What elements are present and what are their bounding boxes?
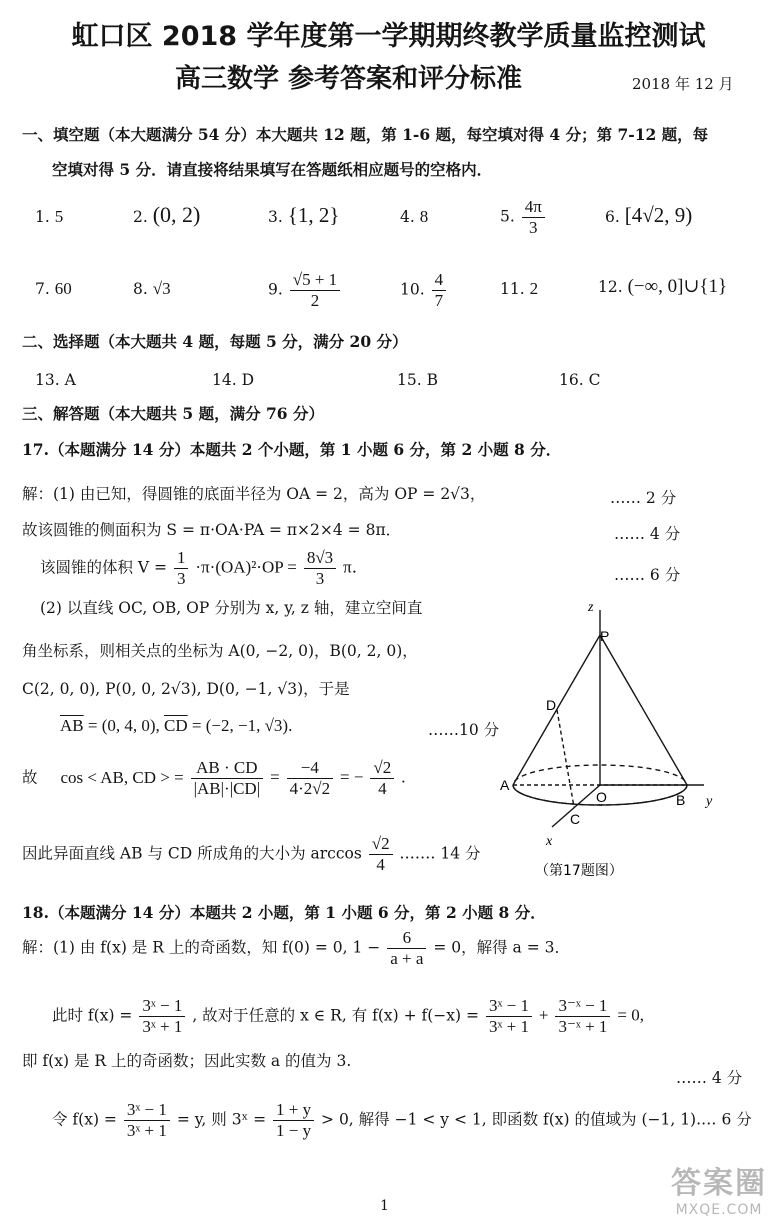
answer-4: 4. 8 [400,207,429,226]
section3-heading: 三、解答题（本大题共 5 题，满分 76 分） [22,404,324,423]
label-B: B [676,792,686,808]
doc-date: 2018 年 12 月 [632,75,734,93]
q17-line3: 该圆锥的体积 V = $\frac{1}{3}$ ·π·(OA)²·OP = $\frac{8√3}{3}$ π． [40,548,369,588]
answer-5: 5. $\frac{4\pi}{3}$ [500,197,547,238]
answer-2: 2. (0, 2) [133,202,201,227]
section1-heading-line2: 空填对得 5 分．请直接将结果填写在答题纸相应题号的空格内． [52,160,493,179]
q17-line9: 因此异面直线 AB 与 CD 所成角的大小为 arccos $\frac{√2}{4}$ .…… 14 分 [22,834,481,874]
edge-PA [513,635,600,785]
answer-3: 3. {1, 2} [268,203,340,227]
q17-line1: 解：(1) 由已知，得圆锥的底面半径为 OA = 2，高为 OP = 2√3， [22,485,486,503]
answer-7: 7. 60 [35,279,72,298]
answer-12: 12. (−∞, 0]∪{1} [598,276,728,297]
label-z: z [588,600,594,615]
answer-11: 11. 2 [500,279,539,298]
q18-line1: 解：(1) 由 f(x) 是 R 上的奇函数，知 f(0) = 0, 1 − $\frac{6}{a + a}$ = 0，解得 a = 3． [22,928,571,968]
watermark-logo: 答案圈 MXQE.COM [671,1166,767,1218]
label-A: A [500,777,510,793]
edge-PB [600,635,687,785]
q17-score1: …… 2 分 [610,489,677,507]
q17-line6: C(2, 0, 0), P(0, 0, 2√3), D(0, −1, √3)，于是 [22,680,350,698]
answer-16: 16. C [559,371,601,389]
answer-10: 10. $\frac{4}{7}$ [400,270,448,311]
answer-1: 1. 5 [35,207,64,226]
answer-14: 14. D [212,371,255,389]
label-D: D [546,697,557,713]
section2-heading: 二、选择题（本大题共 4 题，每题 5 分，满分 20 分） [22,332,408,351]
doc-title: 虹口区 2018 学年度第一学期期终教学质量监控测试 [71,21,706,52]
q18-score1: …… 4 分 [676,1069,743,1087]
label-P: P [600,628,610,644]
segment-DC [557,710,574,807]
q17-score4: ……10 分 [428,721,500,739]
label-x: x [546,834,553,849]
q18-line3: 即 f(x) 是 R 上的奇函数；因此实数 a 的值为 3. [22,1052,352,1070]
q17-score3: …… 6 分 [614,566,681,584]
q17-line7: $\overline{AB} = (0$, 4, 0), $\overline{CD} = (-2$, −1, √3). [60,716,293,735]
label-O: O [596,789,607,805]
answer-8: 8. √3 [133,279,171,298]
q18-line2: 此时 f(x) = $\frac{\text{3ˣ − 1}}{\text{3ˣ + 1}}$ , 故对于任意的 x ∈ R, 有 f(x) + f(−x) = $\frac{\text{3ˣ − 1}}{\text{3ˣ + 1}}$ + $\frac{\text{3⁻ˣ − 1}}{\text{3⁻ˣ + 1}}$ = 0, [52,996,644,1036]
answer-9: 9. $\frac{√5 + 1}{2}$ [268,270,342,311]
q17-line2: 故该圆锥的侧面积为 S = π·OA·PA = π×2×4 = 8π． [22,521,402,539]
q18-line4: 令 f(x) = $\frac{\text{3ˣ − 1}}{\text{3ˣ + 1}}$ = y, 则 3ˣ = $\frac{1 + y}{1 - y}$ > 0, 解得 −1 < y < 1, 即函数 f(x) 的值域为 (−1, 1).… 6 分 [52,1100,752,1140]
figure-caption: （第17题图） [535,863,623,879]
label-C: C [570,811,581,827]
cone-figure [490,595,730,885]
answer-15: 15. B [397,371,438,389]
answer-13: 13. A [35,371,76,389]
doc-subtitle: 高三数学 参考答案和评分标准 [174,64,523,94]
section1-heading-line1: 一、填空题（本大题满分 54 分）本大题共 12 题，第 1-6 题，每空填对得 4 分；第 7-12 题，每 [22,125,709,144]
q17-line8: 故 cos < AB, CD > = $\frac{AB \cdot CD}{|AB|\cdot|CD|}$ = $\frac{-4}{4\cdot 2√2}$ = − $\frac{√2}{4}$ . [22,758,406,798]
page-number: 1 [380,1198,389,1214]
q17-line5: 角坐标系，则相关点的坐标为 A(0, −2, 0)，B(0, 2, 0)， [22,642,418,660]
answer-6: 6. [4√2, 9) [605,203,693,227]
q17-heading: 17.（本题满分 14 分）本题共 2 个小题，第 1 小题 6 分，第 2 小题 8 分． [22,440,562,459]
q17-line4: (2) 以直线 OC, OB, OP 分别为 x, y, z 轴，建立空间直 [40,599,423,617]
label-y: y [706,794,713,809]
q18-heading: 18.（本题满分 14 分）本题共 2 小题，第 1 小题 6 分，第 2 小题 8 分． [22,903,546,922]
q17-score2: …… 4 分 [614,525,681,543]
